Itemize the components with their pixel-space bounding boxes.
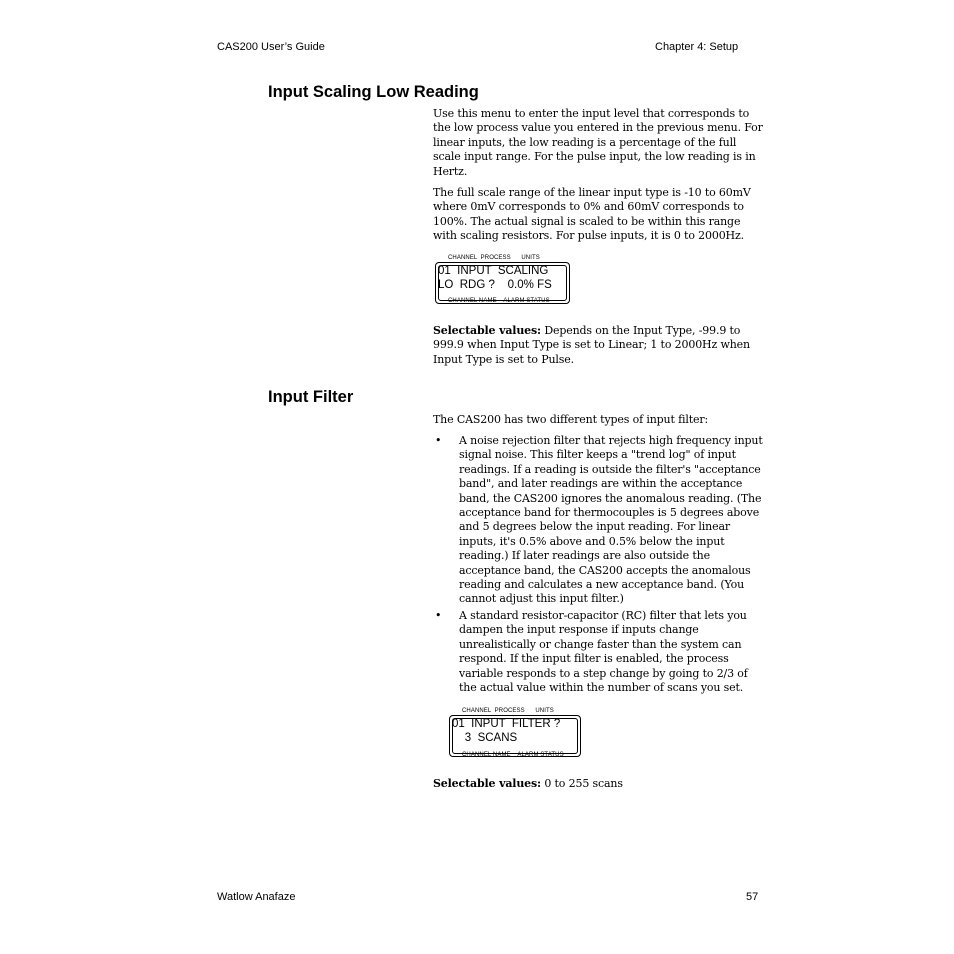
section-title-input-scaling-low-reading: Input Scaling Low Reading	[268, 83, 479, 101]
bullet-icon: •	[435, 434, 442, 447]
lcd-bottom-caption: CHANNEL NAME ALARM STATUS	[462, 752, 564, 758]
lcd-display-input-scaling	[435, 255, 570, 310]
lcd-line-2: 3 SCANS	[452, 732, 518, 744]
lcd-top-caption: CHANNEL PROCESS UNITS	[462, 708, 554, 714]
section1-body	[433, 107, 765, 244]
section2-selectable-values	[433, 777, 765, 791]
lcd-display-input-filter	[449, 708, 581, 763]
section-title-input-filter: Input Filter	[268, 388, 354, 406]
section1-paragraph-1: Use this menu to enter the input level that corresponds to the low process value you entered in the previous menu. For linear inputs, the low reading is a percentage of the full scale input range. For the pulse input, the low reading is in Hertz.	[433, 107, 763, 178]
lcd-line-2: LO RDG ? 0.0% FS	[438, 279, 552, 291]
lcd-line-1: 01 INPUT FILTER ?	[452, 718, 561, 730]
selectable-values-label: Selectable values:	[433, 324, 541, 337]
list-item	[433, 434, 765, 607]
selectable-values-label: Selectable values:	[433, 777, 541, 790]
bullet-icon: •	[435, 608, 442, 622]
bullet-text-noise-filter: A noise rejection filter that rejects high frequency input signal noise. This filter keeps a "trend log" of input readings. If a reading is outside the filter's "acceptance band", and later readings are within the acceptance band, the CAS200 ignores the anomalous reading. (The acceptance band for thermocouples is 5 degrees above and 5 degrees below the input reading. For linear inputs, it's 0.5% above and 0.5% below the input reading.) If later readings are also outside the acceptance band, the CAS200 accepts the anomalous reading and calculates a new acceptance band. (You cannot adjust this input filter.)	[459, 434, 763, 606]
lcd-line-1: 01 INPUT SCALING	[438, 265, 549, 277]
page-number: 57	[746, 891, 759, 903]
section2-intro: The CAS200 has two different types of input filter:	[433, 413, 709, 426]
running-header-left: CAS200 User’s Guide	[217, 41, 325, 53]
selectable-values-text: 0 to 255 scans	[540, 777, 623, 790]
lcd-bottom-caption: CHANNEL NAME ALARM STATUS	[448, 298, 550, 304]
section2-bullet-list	[433, 434, 765, 695]
section1-paragraph-2: The full scale range of the linear input type is -10 to 60mV where 0mV corresponds to 0% and 60mV corresponds to 100%. The actual signal is scaled to be within this range with scaling resistors. For pulse inputs, it is 0 to 2000Hz.	[433, 186, 751, 243]
section1-selectable-values	[433, 324, 765, 367]
selectable-values-text: Depends on the Input Type, -99.9 to 999.9 when Input Type is set to Linear; 1 to 2000Hz when Input Type is set to Pulse.	[433, 324, 750, 366]
bullet-text-rc-filter: A standard resistor-capacitor (RC) filter that lets you dampen the input response if inputs change unrealistically or change faster than the system can respond. If the input filter is enabled, the process variable responds to a step change by going to 2/3 of the actual value within the number of scans you set.	[459, 608, 748, 694]
list-item	[433, 609, 765, 695]
lcd-top-caption: CHANNEL PROCESS UNITS	[448, 255, 540, 261]
running-header-right: Chapter 4: Setup	[655, 41, 739, 53]
footer-left: Watlow Anafaze	[217, 891, 296, 903]
